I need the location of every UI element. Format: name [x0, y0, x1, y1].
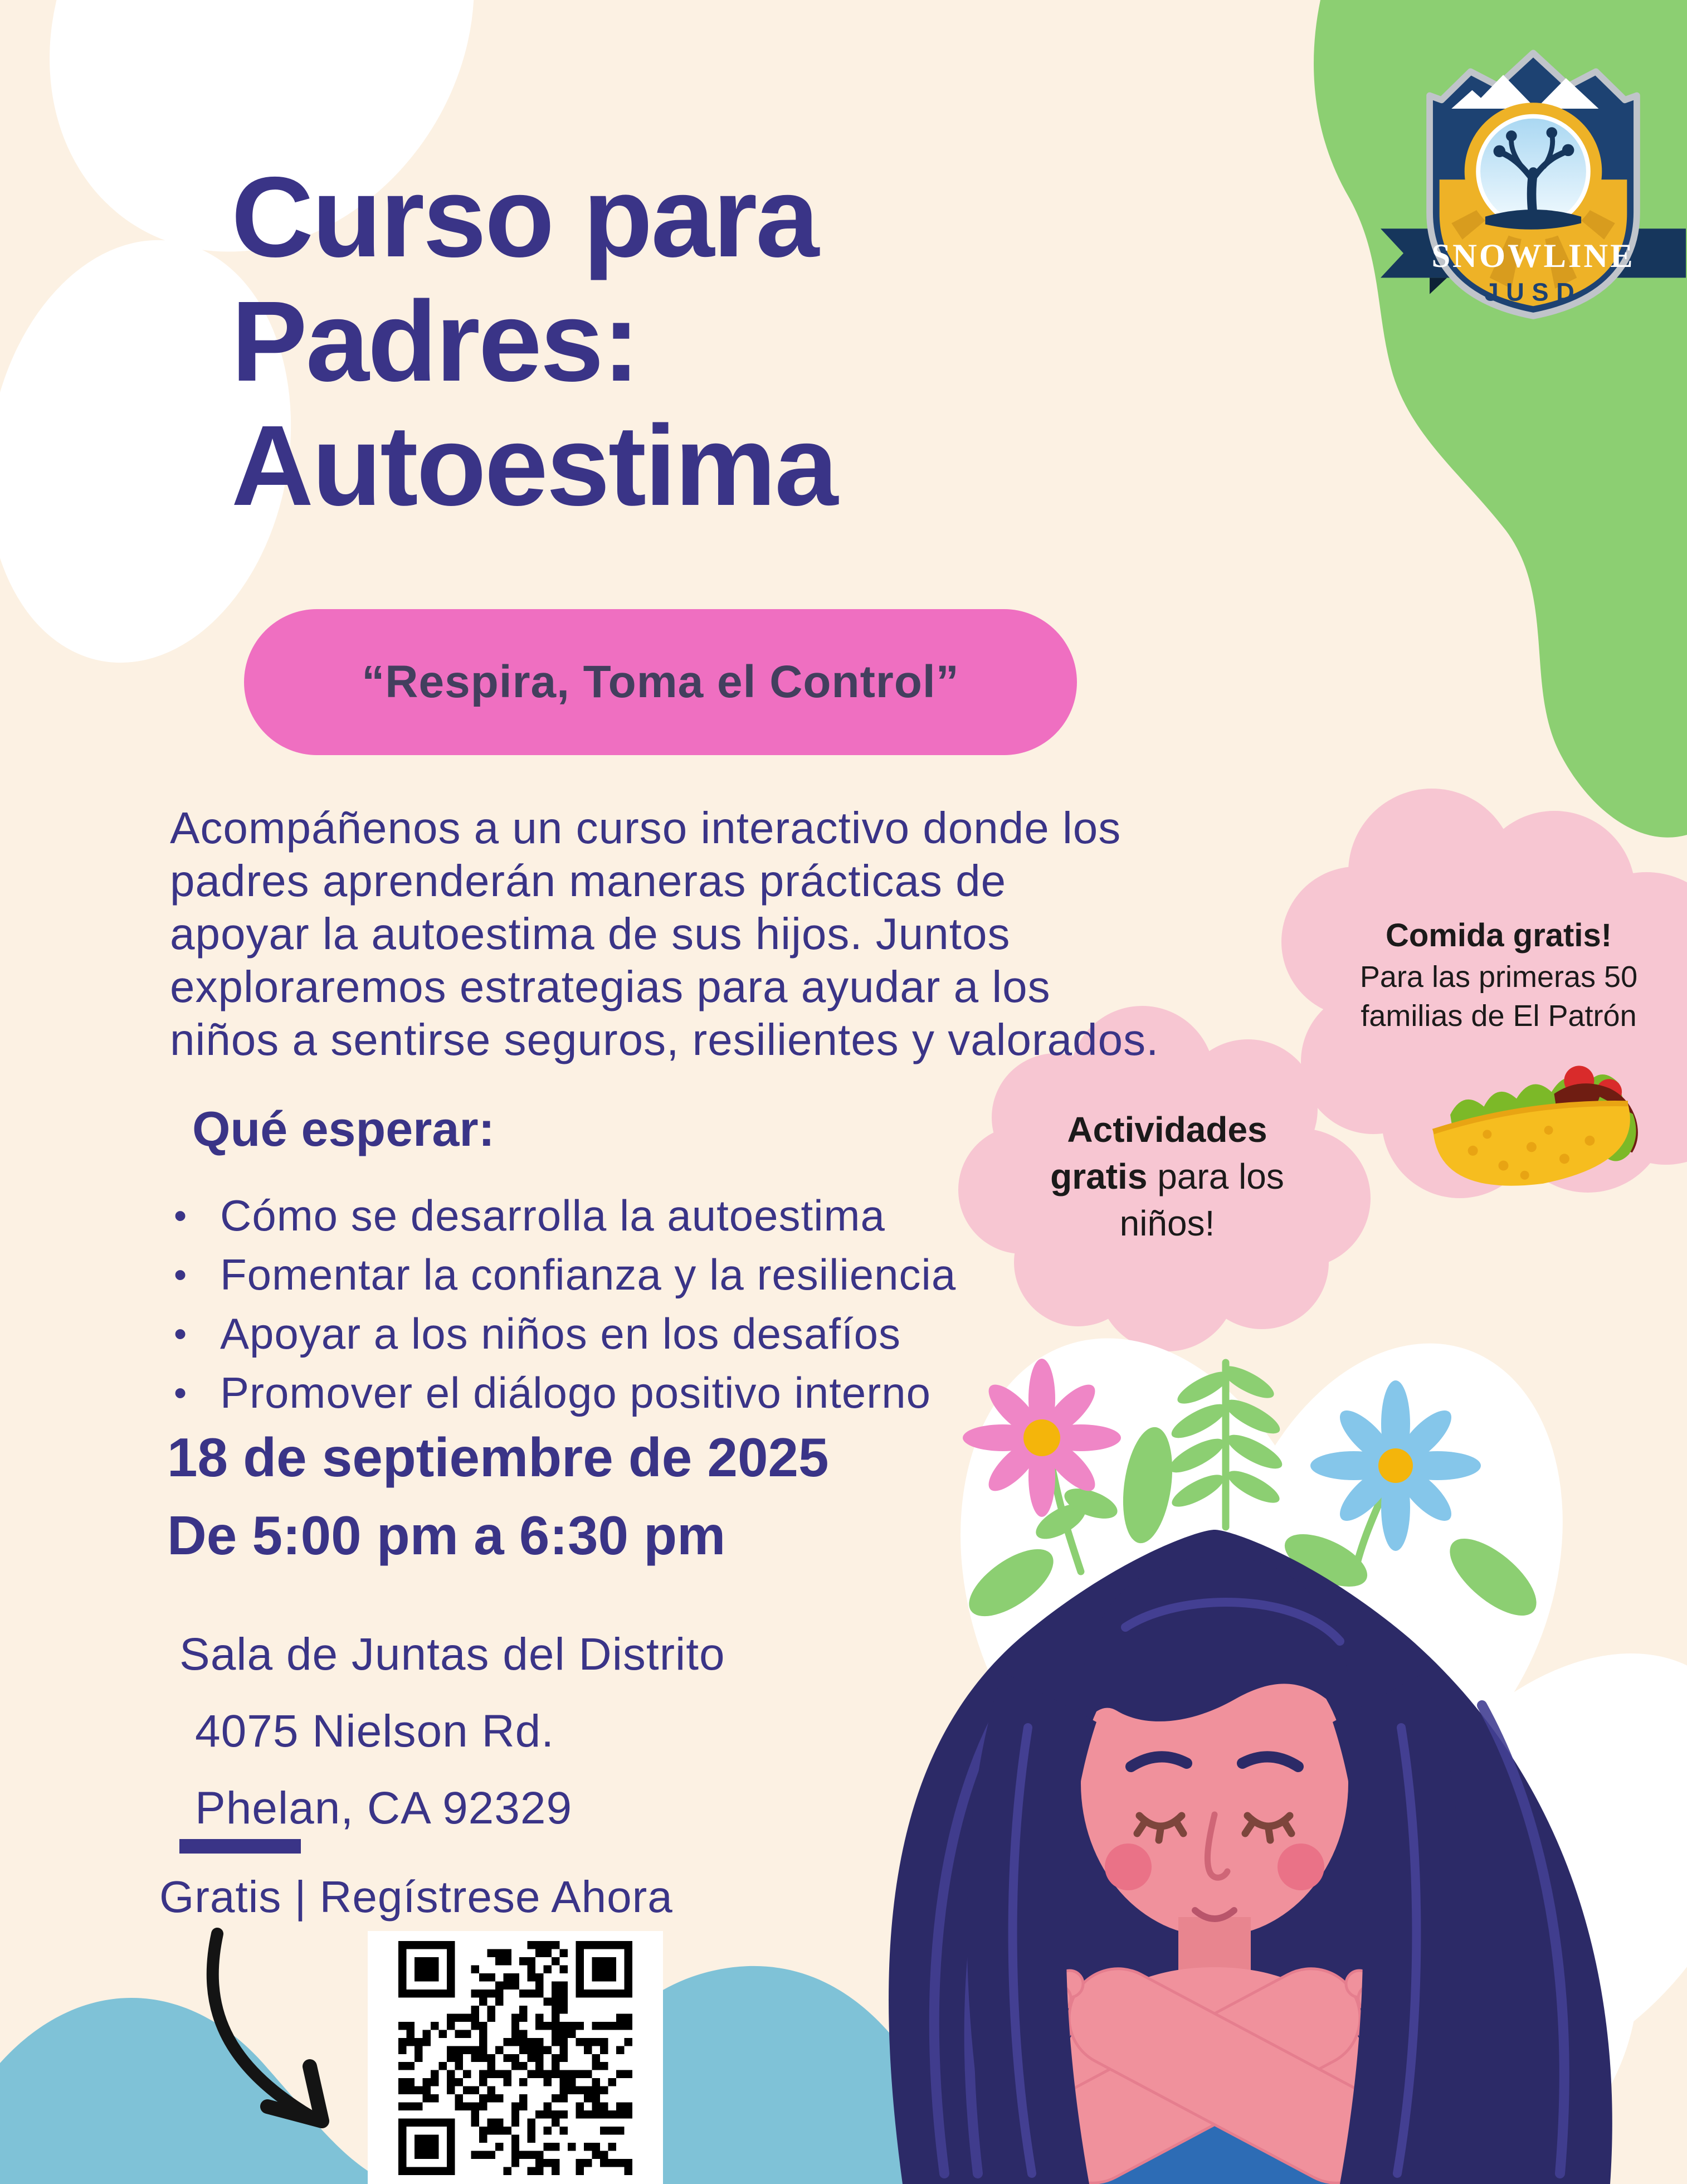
divider-dash: [179, 1839, 301, 1854]
food-line: Para las primeras 50: [1359, 960, 1638, 994]
intro-line: apoyar la autoestima de sus hijos. Juntos: [170, 909, 1011, 959]
quote-text: “Respira, Toma el Control”: [362, 656, 959, 707]
title-line: Autoestima: [231, 402, 837, 529]
list-item: • Cómo se desarrolla la autoestima: [167, 1186, 1003, 1245]
event-time: De 5:00 pm a 6:30 pm: [167, 1505, 726, 1566]
food-title: Comida gratis!: [1385, 917, 1612, 954]
bullet-icon: •: [174, 1254, 188, 1295]
page-title: [231, 155, 1178, 528]
intro-line: exploraremos estrategias para ayudar a los: [170, 962, 1051, 1011]
intro-paragraph: [170, 801, 1340, 1066]
event-date: 18 de septiembre de 2025: [167, 1427, 829, 1488]
logo-subtext: JUSD: [1484, 278, 1582, 307]
quote-pill: [244, 609, 1077, 755]
title-line: Padres:: [231, 278, 639, 405]
logo-wordmark: SNOWLINE: [1431, 237, 1635, 275]
taco-icon: [1418, 1034, 1663, 1195]
qr-panel: [368, 1931, 663, 2184]
food-line: familias de El Patrón: [1361, 999, 1637, 1033]
intro-line: Acompáñenos a un curso interactivo donde los: [170, 803, 1122, 853]
expectations-heading: Qué esperar:: [192, 1101, 495, 1156]
food-callout: [1332, 914, 1666, 1035]
intro-line: niños a sentirse seguros, resilientes y valorados.: [170, 1015, 1159, 1064]
event-location: [179, 1616, 725, 1847]
bullet-icon: •: [174, 1195, 188, 1236]
title-line: Curso para: [231, 153, 818, 281]
self-hug-illustration: [836, 1337, 1687, 2184]
snowline-logo: [1381, 40, 1686, 330]
list-item: • Promover el diálogo positivo interno: [167, 1363, 1003, 1422]
location-line: Sala de Juntas del Distrito: [179, 1629, 725, 1680]
list-item: • Fomentar la confianza y la resiliencia: [167, 1245, 1003, 1304]
registration-label: Gratis | Regístrese Ahora: [159, 1872, 673, 1922]
expectations-list: [167, 1186, 1003, 1422]
bullet-icon: •: [174, 1372, 188, 1413]
location-line: 4075 Nielson Rd.: [195, 1706, 555, 1757]
intro-line: padres aprenderán maneras prácticas de: [170, 856, 1007, 906]
qr-code: [398, 1941, 632, 2175]
arrow-icon: [184, 1911, 373, 2157]
bullet-icon: •: [174, 1313, 188, 1354]
event-schedule: [167, 1418, 829, 1574]
location-line: Phelan, CA 92329: [195, 1783, 573, 1833]
list-item: • Apoyar a los niños en los desafíos: [167, 1304, 1003, 1363]
activities-callout: Actividades gratis para los niños!: [1050, 1110, 1284, 1243]
